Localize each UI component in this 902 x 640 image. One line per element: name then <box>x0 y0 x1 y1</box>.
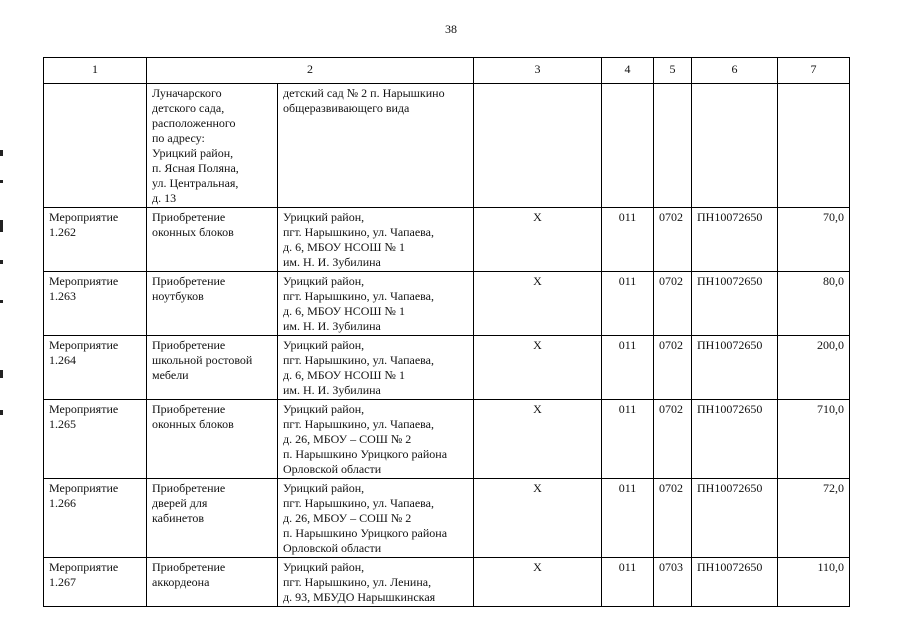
location-cell-line: Урицкий район, <box>283 338 365 352</box>
location-cell-line: пгт. Нарышкино, ул. Чапаева, <box>283 417 434 431</box>
measure-cell-line: 1.266 <box>49 496 76 510</box>
description-cell <box>147 208 278 272</box>
amount-cell: 710,0 <box>778 400 850 479</box>
column-4-cell: 011 <box>602 272 654 336</box>
measure-cell-line: 1.265 <box>49 417 76 431</box>
location-cell <box>278 336 474 400</box>
measure-cell-line: Мероприятие <box>49 274 119 288</box>
column-4-cell: 011 <box>602 208 654 272</box>
column-5-cell: 0702 <box>654 400 692 479</box>
budget-measures-table <box>43 57 850 607</box>
description-cell <box>147 400 278 479</box>
measure-cell-line: Мероприятие <box>49 210 119 224</box>
column-3-cell: X <box>474 400 602 479</box>
column-3-cell: X <box>474 272 602 336</box>
column-3-cell: X <box>474 479 602 558</box>
header-cell-4: 4 <box>602 58 654 84</box>
description-cell-line: ул. Центральная, <box>152 176 239 190</box>
description-cell <box>147 272 278 336</box>
measure-cell-line: 1.263 <box>49 289 76 303</box>
location-cell-line: Урицкий район, <box>283 402 365 416</box>
description-cell-line: школьной ростовой <box>152 353 253 367</box>
column-3-cell: X <box>474 336 602 400</box>
location-cell-line: д. 6, МБОУ НСОШ № 1 <box>283 368 405 382</box>
description-cell <box>147 84 278 208</box>
location-cell-line: Урицкий район, <box>283 274 365 288</box>
location-cell-line: пгт. Нарышкино, ул. Ленина, <box>283 575 432 589</box>
location-cell <box>278 84 474 208</box>
location-cell-line: д. 26, МБОУ – СОШ № 2 <box>283 432 412 446</box>
column-6-cell: ПН10072650 <box>692 336 778 400</box>
page-number: 38 <box>445 22 457 36</box>
column-6-cell: ПН10072650 <box>692 400 778 479</box>
measure-cell-line: Мероприятие <box>49 402 119 416</box>
column-6-cell: ПН10072650 <box>692 272 778 336</box>
table-row <box>44 272 850 336</box>
measure-cell-line: Мероприятие <box>49 338 119 352</box>
measure-cell <box>44 336 147 400</box>
measure-cell <box>44 208 147 272</box>
description-cell-line: мебели <box>152 368 189 382</box>
column-3-cell: X <box>474 558 602 607</box>
scan-edge-marks <box>0 150 4 450</box>
description-cell-line: кабинетов <box>152 511 205 525</box>
description-cell-line: аккордеона <box>152 575 210 589</box>
measure-cell <box>44 558 147 607</box>
measure-cell <box>44 272 147 336</box>
measure-cell <box>44 479 147 558</box>
description-cell-line: Приобретение <box>152 560 226 574</box>
location-cell-line: пгт. Нарышкино, ул. Чапаева, <box>283 289 434 303</box>
column-3-cell: X <box>474 208 602 272</box>
description-cell-line: Урицкий район, <box>152 146 234 160</box>
header-cell-2: 2 <box>147 58 474 84</box>
description-cell-line: Приобретение <box>152 338 226 352</box>
location-cell-line: д. 26, МБОУ – СОШ № 2 <box>283 511 412 525</box>
column-5-cell: 0702 <box>654 208 692 272</box>
header-cell-5: 5 <box>654 58 692 84</box>
column-5-cell: 0702 <box>654 479 692 558</box>
location-cell <box>278 400 474 479</box>
measure-cell-line: 1.264 <box>49 353 76 367</box>
location-cell <box>278 272 474 336</box>
column-5-cell: 0703 <box>654 558 692 607</box>
location-cell <box>278 558 474 607</box>
column-6-cell: ПН10072650 <box>692 558 778 607</box>
column-5-cell: 0702 <box>654 272 692 336</box>
location-cell-line: п. Нарышкино Урицкого района <box>283 447 448 461</box>
location-cell-line: пгт. Нарышкино, ул. Чапаева, <box>283 496 434 510</box>
column-6-cell: ПН10072650 <box>692 208 778 272</box>
amount-cell: 80,0 <box>778 272 850 336</box>
table-row <box>44 336 850 400</box>
location-cell-line: д. 6, МБОУ НСОШ № 1 <box>283 240 405 254</box>
location-cell-line: общеразвивающего вида <box>283 101 410 115</box>
description-cell-line: п. Ясная Поляна, <box>152 161 239 175</box>
location-cell-line: им. Н. И. Зубилина <box>283 319 381 333</box>
description-cell-line: оконных блоков <box>152 417 234 431</box>
measure-cell-line: 1.267 <box>49 575 76 589</box>
measure-cell-line: Мероприятие <box>49 481 119 495</box>
amount-cell: 72,0 <box>778 479 850 558</box>
description-cell-line: Приобретение <box>152 481 226 495</box>
location-cell-line: Орловской области <box>283 462 382 476</box>
description-cell-line: детского сада, <box>152 101 225 115</box>
header-cell-6: 6 <box>692 58 778 84</box>
description-cell-line: Приобретение <box>152 274 226 288</box>
description-cell <box>147 336 278 400</box>
description-cell-line: дверей для <box>152 496 208 510</box>
location-cell <box>278 479 474 558</box>
amount-cell: 110,0 <box>778 558 850 607</box>
column-5-cell <box>654 84 692 208</box>
description-cell-line: по адресу: <box>152 131 205 145</box>
description-cell-line: Приобретение <box>152 210 226 224</box>
header-cell-3: 3 <box>474 58 602 84</box>
amount-cell <box>778 84 850 208</box>
description-cell-line: Приобретение <box>152 402 226 416</box>
table-body <box>44 58 850 607</box>
location-cell-line: Урицкий район, <box>283 481 365 495</box>
location-cell-line: Орловской области <box>283 541 382 555</box>
table-row <box>44 400 850 479</box>
amount-cell: 70,0 <box>778 208 850 272</box>
location-cell-line: им. Н. И. Зубилина <box>283 255 381 269</box>
location-cell-line: им. Н. И. Зубилина <box>283 383 381 397</box>
table-row <box>44 479 850 558</box>
column-4-cell: 011 <box>602 479 654 558</box>
location-cell-line: Урицкий район, <box>283 560 365 574</box>
column-6-cell <box>692 84 778 208</box>
column-4-cell: 011 <box>602 400 654 479</box>
measure-cell <box>44 400 147 479</box>
description-cell-line: расположенного <box>152 116 236 130</box>
description-cell <box>147 479 278 558</box>
column-4-cell <box>602 84 654 208</box>
description-cell <box>147 558 278 607</box>
column-5-cell: 0702 <box>654 336 692 400</box>
location-cell <box>278 208 474 272</box>
description-cell-line: оконных блоков <box>152 225 234 239</box>
measure-cell <box>44 84 147 208</box>
description-cell-line: д. 13 <box>152 191 177 205</box>
header-cell-7: 7 <box>778 58 850 84</box>
location-cell-line: пгт. Нарышкино, ул. Чапаева, <box>283 225 434 239</box>
location-cell-line: пгт. Нарышкино, ул. Чапаева, <box>283 353 434 367</box>
measure-cell-line: 1.262 <box>49 225 76 239</box>
table-row <box>44 84 850 208</box>
description-cell-line: Луначарского <box>152 86 222 100</box>
location-cell-line: д. 93, МБУДО Нарышкинская <box>283 590 436 604</box>
table-row <box>44 558 850 607</box>
table-row <box>44 208 850 272</box>
column-6-cell: ПН10072650 <box>692 479 778 558</box>
measure-cell-line: Мероприятие <box>49 560 119 574</box>
location-cell-line: детский сад № 2 п. Нарышкино <box>283 86 445 100</box>
column-3-cell <box>474 84 602 208</box>
column-4-cell: 011 <box>602 558 654 607</box>
header-row <box>44 58 850 84</box>
description-cell-line: ноутбуков <box>152 289 204 303</box>
location-cell-line: д. 6, МБОУ НСОШ № 1 <box>283 304 405 318</box>
column-4-cell: 011 <box>602 336 654 400</box>
location-cell-line: Урицкий район, <box>283 210 365 224</box>
location-cell-line: п. Нарышкино Урицкого района <box>283 526 448 540</box>
amount-cell: 200,0 <box>778 336 850 400</box>
header-cell-1: 1 <box>44 58 147 84</box>
